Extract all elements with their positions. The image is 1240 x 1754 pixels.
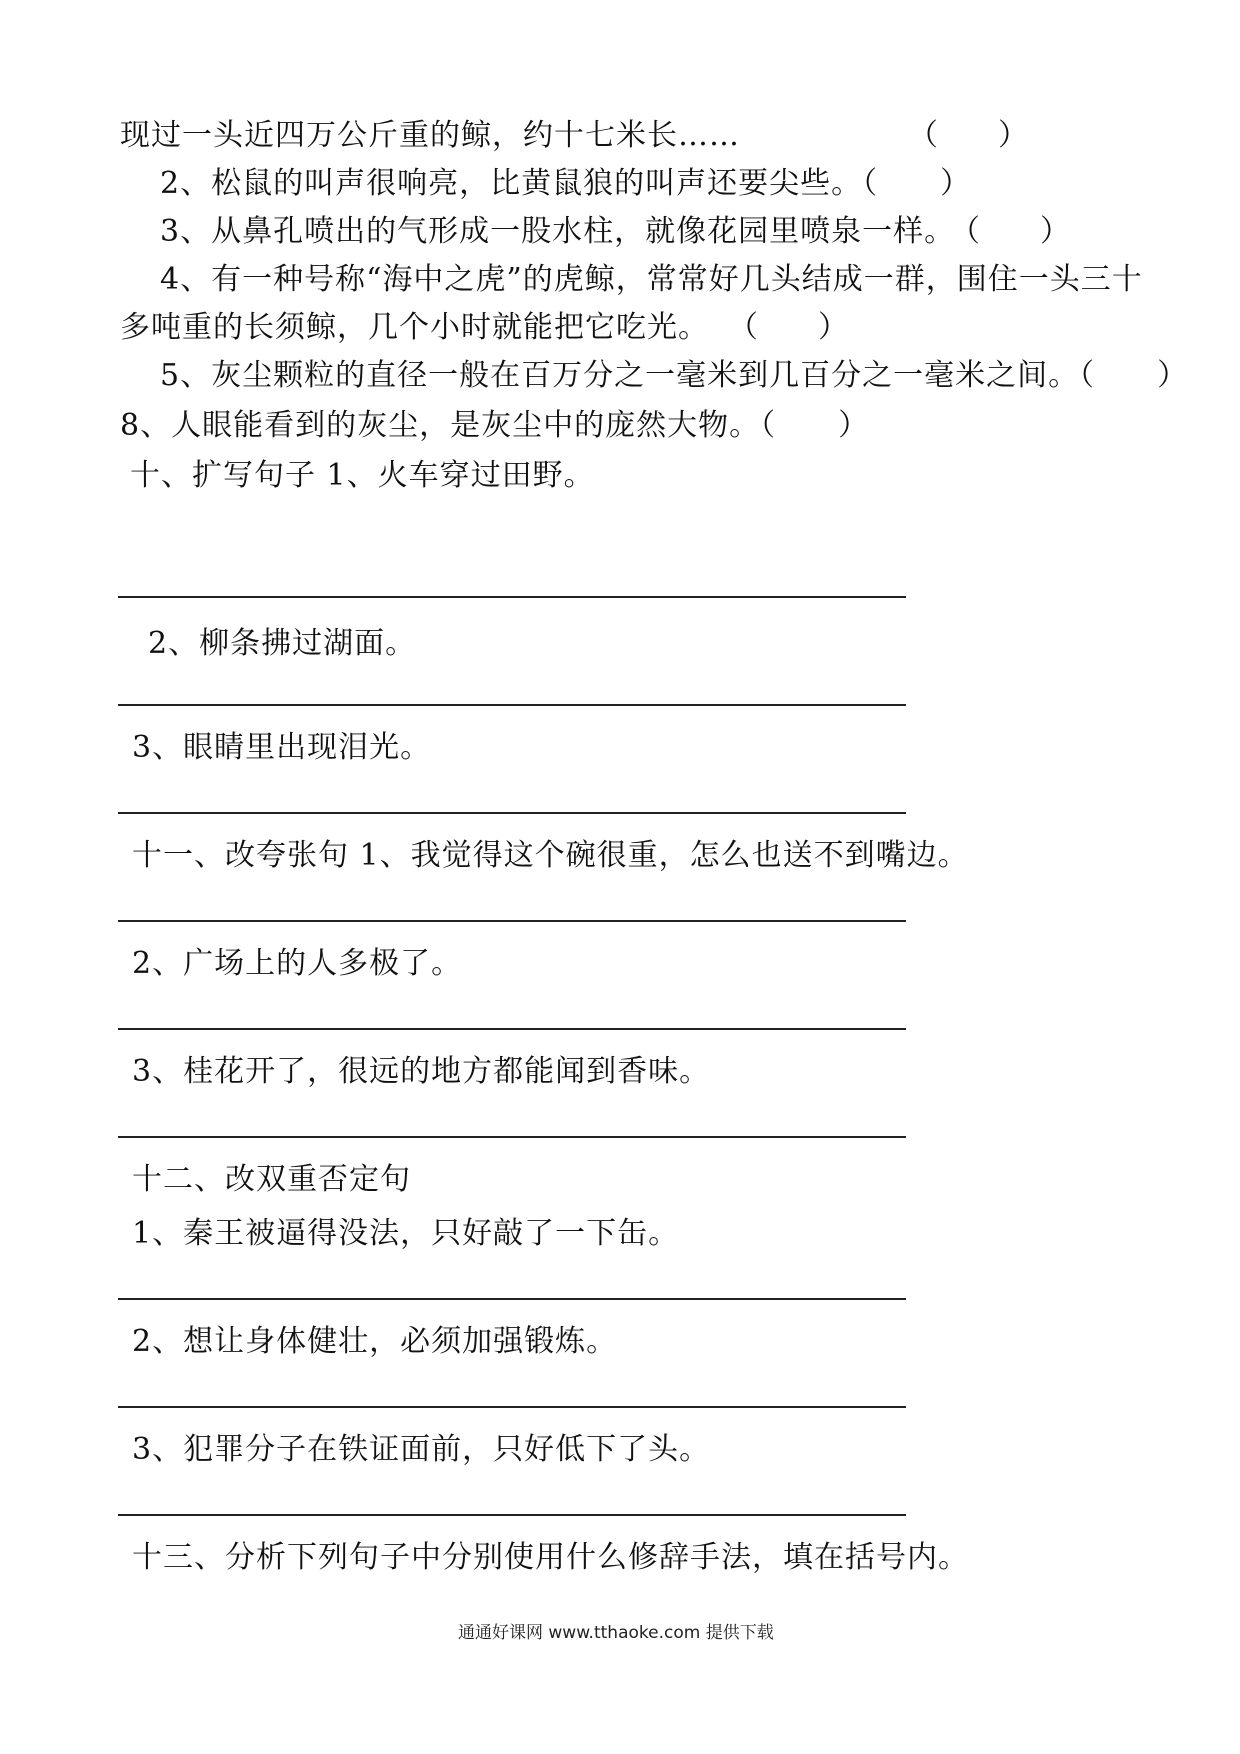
answer-line [118, 1028, 906, 1030]
section12-q1: 1、秦王被逼得没法，只好敲了一下缶。 [132, 1216, 680, 1251]
section10-q2: 2、柳条拂过湖面。 [148, 626, 417, 661]
answer-parentheses: （ ） [950, 214, 1070, 249]
item1-continuation: 现过一头近四万公斤重的鲸，约十七米长…… [120, 118, 740, 153]
footer-text: 通通好课网 www.tthaoke.com 提供下载 [458, 1623, 774, 1643]
answer-line [118, 596, 906, 598]
answer-line [118, 1514, 906, 1516]
section12-q2: 2、想让身体健壮，必须加强锻炼。 [132, 1324, 618, 1359]
item8: 8、人眼能看到的灰尘，是灰尘中的庞然大物。（ ） [120, 408, 870, 443]
answer-line [118, 704, 906, 706]
answer-line [118, 1136, 906, 1138]
section11-q3: 3、桂花开了，很远的地方都能闻到香味。 [132, 1054, 711, 1089]
item5: 5、灰尘颗粒的直径一般在百万分之一毫米到几百分之一毫米之间。（ ） [160, 358, 1189, 393]
section11-q2: 2、广场上的人多极了。 [132, 946, 463, 981]
section10-heading: 十、扩写句子 1、火车穿过田野。 [130, 458, 595, 493]
answer-line [118, 812, 906, 814]
section11-heading: 十一、改夸张句 1、我觉得这个碗很重，怎么也送不到嘴边。 [132, 838, 969, 873]
item2: 2、松鼠的叫声很响亮，比黄鼠狼的叫声还要尖些。（ ） [160, 166, 972, 201]
item4-line1: 4、有一种号称“海中之虎”的虎鲸，常常好几头结成一群，围住一头三十 [160, 262, 1143, 297]
answer-parentheses: （ ） [728, 310, 848, 345]
answer-line [118, 1406, 906, 1408]
section13-heading: 十三、分析下列句子中分别使用什么修辞手法，填在括号内。 [132, 1540, 969, 1575]
item4-line2: 多吨重的长须鲸，几个小时就能把它吃光。 [120, 310, 709, 345]
answer-line [118, 920, 906, 922]
section12-heading: 十二、改双重否定句 [132, 1162, 411, 1197]
answer-line [118, 1298, 906, 1300]
answer-parentheses: （ ） [908, 118, 1028, 153]
item3: 3、从鼻孔喷出的气形成一股水柱，就像花园里喷泉一样。 [160, 214, 956, 249]
section10-q3: 3、眼睛里出现泪光。 [132, 730, 432, 765]
section12-q3: 3、犯罪分子在铁证面前，只好低下了头。 [132, 1432, 711, 1467]
